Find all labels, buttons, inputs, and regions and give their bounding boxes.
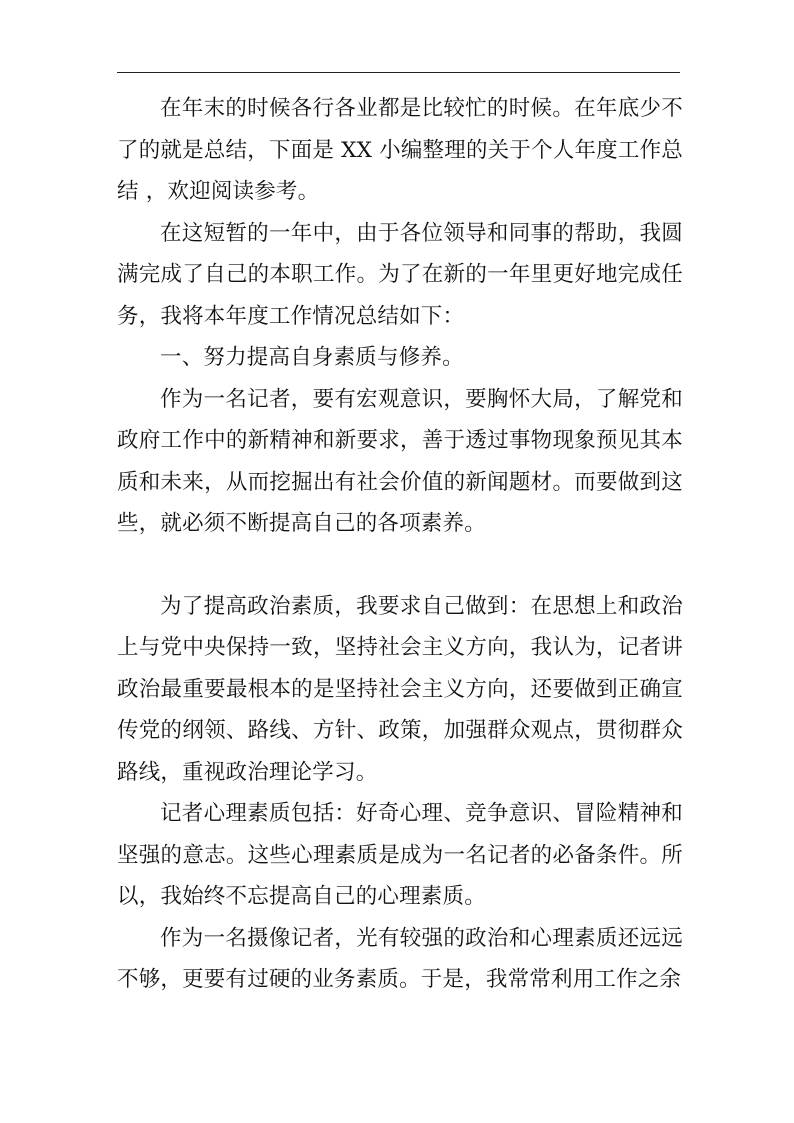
paragraph-professional-quality: 作为一名摄像记者，光有较强的政治和心理素质还远远不够，更要有过硬的业务素质。于是，我常常利用工作之余 [117,925,683,992]
section-heading-1: 一、努力提高自身素质与修养。 [160,345,464,370]
paragraph-psychological-quality: 记者心理素质包括：好奇心理、竞争意识、冒险精神和坚强的意志。这些心理素质是成为一名记者的必备条件。所以，我始终不忘提高自己的心理素质。 [117,801,683,909]
document-body [117,88,683,1001]
paragraph-journalist-awareness: 作为一名记者，要有宏观意识，要胸怀大局，了解党和政府工作中的新精神和新要求，善于透过事物现象预见其本质和未来，从而挖掘出有社会价值的新闻题材。而要做到这些，就必须不断提高自己的各项素养。 [117,386,683,536]
paragraph-intro: 在年末的时候各行各业都是比较忙的时候。在年底少不了的就是总结，下面是 XX 小编整理的关于个人年度工作总结 ，欢迎阅读参考。 [117,96,683,204]
paragraph-political-quality: 为了提高政治素质，我要求自己做到：在思想上和政治上与党中央保持一致，坚持社会主义方向，我认为，记者讲政治最重要最根本的是坚持社会主义方向，还要做到正确宣传党的纲领、路线、方针、政策，加强群众观点，贯彻群众路线，重视政治理论学习。 [117,593,683,785]
paragraph-summary-lead: 在这短暂的一年中，由于各位领导和同事的帮助，我圆满完成了自己的本职工作。为了在新的一年里更好地完成任务，我将本年度工作情况总结如下： [117,220,683,329]
header-rule [117,72,680,73]
